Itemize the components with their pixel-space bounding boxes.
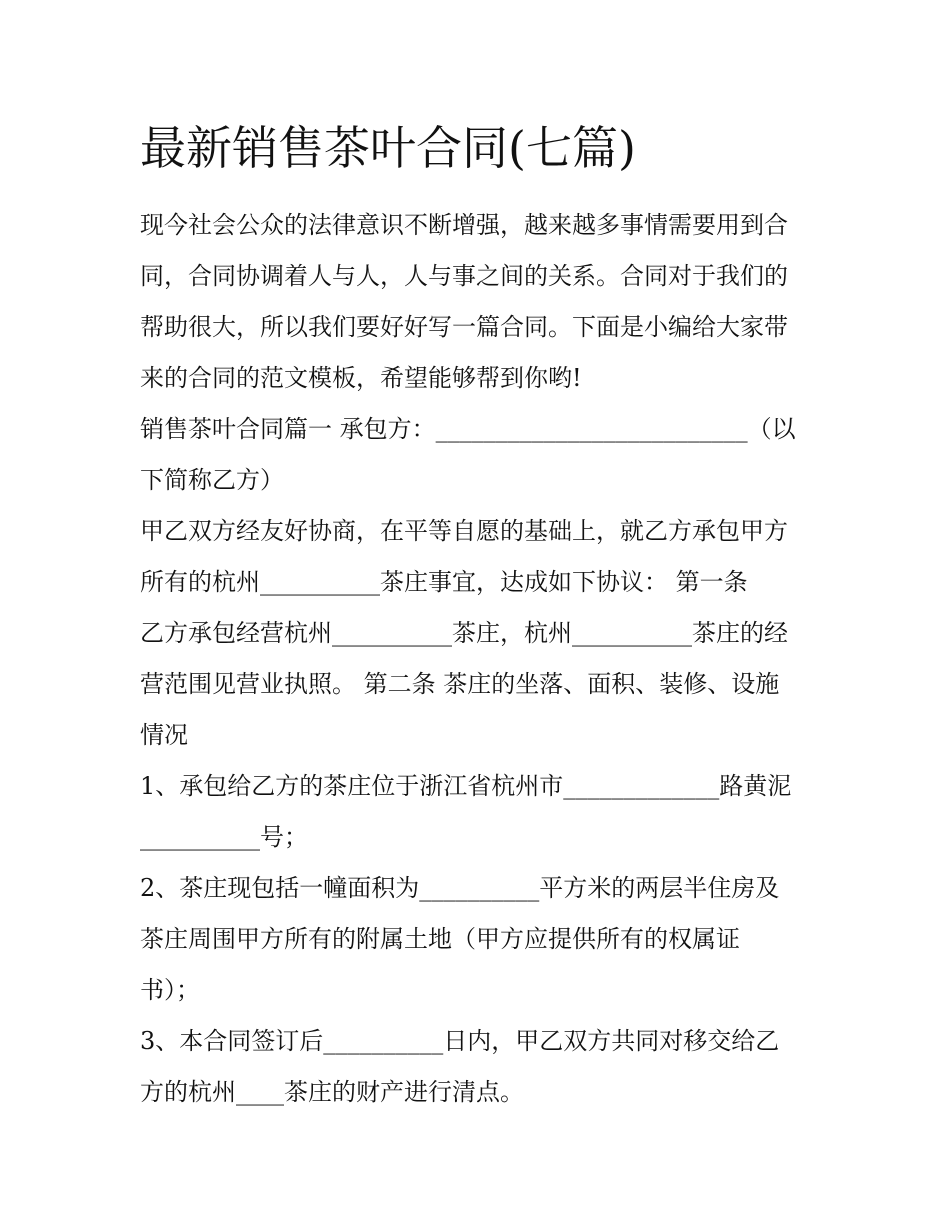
text-line: 2、茶庄现包括一幢面积为__________平方米的两层半住房及	[140, 874, 780, 902]
text-line: 甲乙双方经友好协商，在平等自愿的基础上，就乙方承包甲方	[140, 517, 788, 545]
text-line: 所有的杭州__________茶庄事宜，达成如下协议： 第一条	[140, 568, 748, 596]
text-line: 来的合同的范文模板，希望能够帮到你哟!	[140, 364, 582, 392]
text-line: __________号；	[140, 823, 308, 851]
text-line: 现今社会公众的法律意识不断增强，越来越多事情需要用到合	[140, 211, 788, 239]
document-title: 最新销售茶叶合同(七篇)	[140, 121, 636, 175]
text-line: 销售茶叶合同篇一 承包方：__________________________（以	[140, 415, 796, 443]
text-line: 下简称乙方）	[140, 466, 284, 494]
text-line: 营范围见营业执照。 第二条 茶庄的坐落、面积、装修、设施	[140, 670, 780, 698]
text-line: 同，合同协调着人与人，人与事之间的关系。合同对于我们的	[140, 262, 788, 290]
text-line: 情况	[140, 721, 188, 749]
text-line: 3、本合同签订后__________日内，甲乙双方共同对移交给乙	[140, 1027, 780, 1055]
text-line: 方的杭州____茶庄的财产进行清点。	[140, 1078, 524, 1106]
text-line: 1、承包给乙方的茶庄位于浙江省杭州市_____________路黄泥	[140, 772, 792, 800]
text-line: 帮助很大，所以我们要好好写一篇合同。下面是小编给大家带	[140, 313, 788, 341]
text-line: 茶庄周围甲方所有的附属土地（甲方应提供所有的权属证	[140, 925, 740, 953]
text-line: 书）；	[140, 976, 200, 1004]
document-body	[140, 200, 820, 1118]
text-line: 乙方承包经营杭州__________茶庄，杭州__________茶庄的经	[140, 619, 788, 647]
